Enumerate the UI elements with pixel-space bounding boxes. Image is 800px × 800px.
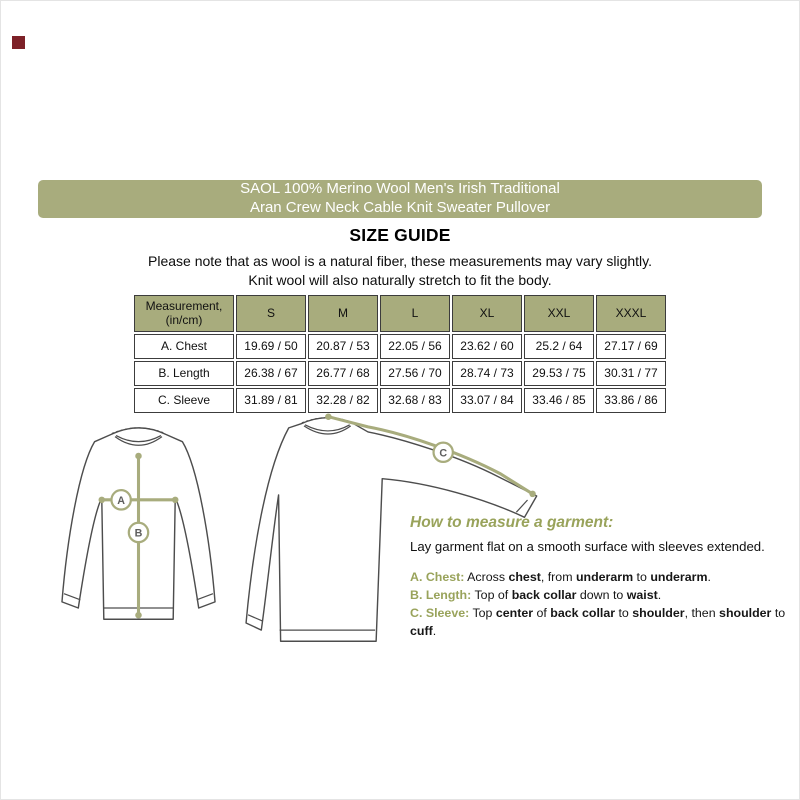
measure-instruction-text: to: [615, 605, 633, 620]
measurement-value: 32.28 / 82: [308, 388, 378, 413]
col-header-size-m: M: [308, 295, 378, 332]
badge-a-label: A: [117, 494, 126, 507]
measure-instruction: [410, 569, 788, 587]
product-title-line2: Aran Crew Neck Cable Knit Sweater Pullover: [249, 199, 551, 216]
measure-instruction-text: cuff: [410, 623, 433, 638]
measuring-instructions: [410, 514, 788, 641]
product-title-banner: [38, 180, 762, 218]
measure-instruction-text: chest: [508, 570, 541, 584]
col-header-measurement: Measurement, (in/cm): [134, 295, 234, 332]
measure-instruction: [410, 605, 788, 641]
sweater-front-diagram: [36, 408, 241, 658]
table-row: [134, 334, 666, 359]
measurement-label: B. Length: [134, 361, 234, 386]
measure-instruction-label: A. Chest:: [410, 570, 465, 584]
col-header-size-xl: XL: [452, 295, 522, 332]
measurement-label: C. Sleeve: [134, 388, 234, 413]
measure-instruction-text: waist: [626, 587, 658, 602]
measurement-value: 32.68 / 83: [380, 388, 450, 413]
measure-instruction-text: of: [533, 605, 551, 620]
measure-instruction-text: Across: [464, 570, 509, 584]
measure-instruction-text: back collar: [511, 587, 577, 602]
howto-items: [410, 569, 788, 641]
measurement-value: 33.46 / 85: [524, 388, 594, 413]
size-table-body: [134, 334, 666, 413]
size-table-header-row: [134, 295, 666, 332]
measurement-value: 19.69 / 50: [236, 334, 306, 359]
measurement-value: 33.86 / 86: [596, 388, 666, 413]
measurement-value: 33.07 / 84: [452, 388, 522, 413]
measure-instruction-text: down to: [576, 587, 627, 602]
measurement-value: 23.62 / 60: [452, 334, 522, 359]
wool-note-line1: Please note that as wool is a natural fiber, these measurements may vary slightly.: [148, 253, 652, 269]
measurement-value: 28.74 / 73: [452, 361, 522, 386]
measure-instruction-text: underarm: [650, 570, 708, 584]
howto-subtitle: Lay garment flat on a smooth surface with sleeves extended.: [410, 539, 765, 554]
measure-instruction-text: .: [707, 570, 711, 584]
measurement-value: 27.17 / 69: [596, 334, 666, 359]
page-title: SIZE GUIDE: [349, 225, 451, 245]
measure-badge-a: [111, 490, 130, 509]
measure-instruction-text: to: [633, 570, 651, 584]
measurement-value: 22.05 / 56: [380, 334, 450, 359]
measurement-value: 29.53 / 75: [524, 361, 594, 386]
measure-instruction-text: shoulder: [632, 605, 685, 620]
measurement-value: 25.2 / 64: [524, 334, 594, 359]
badge-b-label: B: [134, 527, 143, 540]
size-table: [132, 293, 668, 415]
measurement-value: 26.77 / 68: [308, 361, 378, 386]
col-header-size-xxxl: XXXL: [596, 295, 666, 332]
measurement-value: 30.31 / 77: [596, 361, 666, 386]
col-header-size-s: S: [236, 295, 306, 332]
howto-title: How to measure a garment:: [410, 514, 614, 531]
measure-badge-c: [434, 443, 453, 462]
measure-instruction-text: center: [495, 605, 534, 620]
size-table-header: [134, 295, 666, 332]
badge-c-label: C: [439, 447, 448, 460]
measure-instruction-text: underarm: [575, 570, 634, 584]
wool-note-line2: Knit wool will also naturally stretch to fit the body.: [248, 271, 552, 288]
measure-instruction-text: , from: [540, 570, 576, 584]
measurement-value: 26.38 / 67: [236, 361, 306, 386]
measurement-label: A. Chest: [134, 334, 234, 359]
measure-instruction-text: .: [432, 623, 437, 638]
measure-instruction-text: back collar: [550, 605, 616, 620]
measure-instruction-label: C. Sleeve:: [410, 605, 470, 620]
wool-note: [0, 252, 800, 289]
product-title-line1: SAOL 100% Merino Wool Men's Irish Traditional: [240, 180, 560, 198]
measure-instruction-text: shoulder: [719, 605, 772, 620]
measure-instruction-text: Top: [469, 605, 496, 620]
measure-instruction-text: Top of: [471, 587, 512, 602]
measurement-value: 20.87 / 53: [308, 334, 378, 359]
measurement-value: 31.89 / 81: [236, 388, 306, 413]
measure-instruction-text: to: [771, 605, 786, 620]
measure-instruction-text: .: [657, 587, 662, 602]
corner-marker: [12, 36, 25, 49]
measure-instruction-text: , then: [684, 605, 720, 620]
measure-badge-b: [129, 523, 148, 542]
measurement-value: 27.56 / 70: [380, 361, 450, 386]
col-header-size-xxl: XXL: [524, 295, 594, 332]
measure-instruction-label: B. Length:: [410, 587, 472, 602]
col-header-size-l: L: [380, 295, 450, 332]
table-row: [134, 361, 666, 386]
measure-instruction: [410, 587, 788, 605]
